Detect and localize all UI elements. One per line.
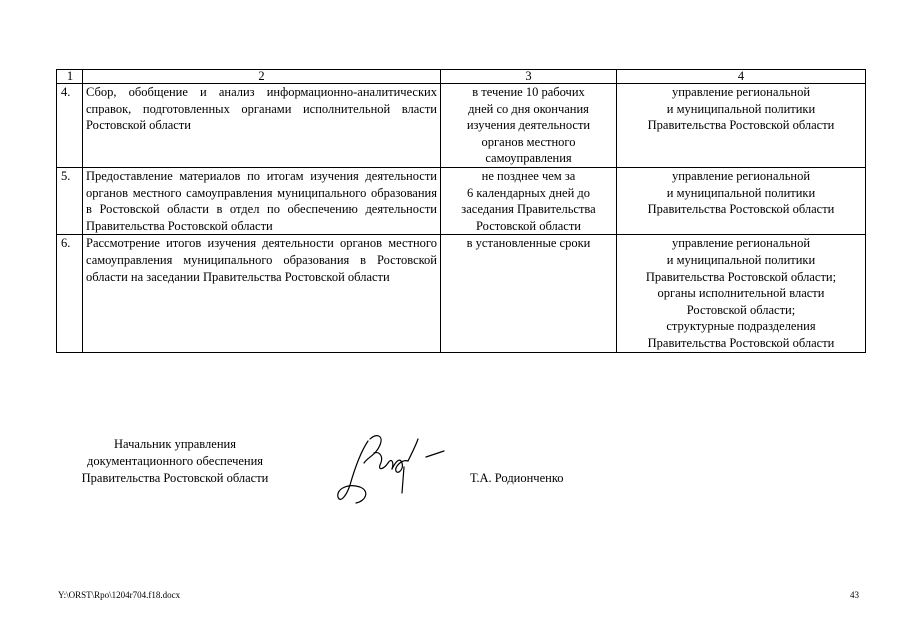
responsible-line: и муниципальной политики	[666, 252, 816, 267]
position-line: документационного обеспечения	[86, 454, 264, 468]
row-number: 6.	[57, 235, 83, 352]
table-header-row	[57, 70, 866, 84]
term-line: 6 календарных дней до	[466, 185, 591, 200]
responsible-line: управление региональной	[671, 236, 811, 251]
position-line: Начальник управления	[114, 437, 236, 451]
table-row	[57, 167, 866, 234]
term-line: самоуправления	[485, 151, 572, 166]
term-line: в установленные сроки	[466, 236, 591, 251]
responsible-line: Правительства Ростовской области	[647, 118, 835, 133]
row-description: Рассмотрение итогов изучения деятельности органов местного самоуправления муниципального образования в Ростовской области на заседании Правительства Ростовской области	[83, 235, 441, 352]
responsible-line: управление региональной	[671, 168, 811, 183]
row-term	[441, 167, 617, 234]
term-line: не позднее чем за	[481, 168, 576, 183]
responsible-line: и муниципальной политики	[666, 101, 816, 116]
responsible-line: структурные подразделения	[666, 319, 816, 334]
row-responsible	[617, 167, 866, 234]
term-line: заседания Правительства	[461, 202, 596, 217]
term-line: изучения деятельности	[466, 118, 591, 133]
header-col-4: 4	[617, 70, 866, 84]
table-row	[57, 84, 866, 168]
term-line: в течение 10 рабочих	[472, 85, 585, 99]
position-line: Правительства Ростовской области	[81, 471, 269, 485]
header-col-2: 2	[83, 70, 441, 84]
row-responsible	[617, 235, 866, 352]
row-description: Сбор, обобщение и анализ информационно-аналитических справок, подготовленных органами исполнительной власти Ростовской области	[83, 84, 441, 168]
footer-file-path: Y:\ORST\Rpo\1204r704.f18.docx	[58, 590, 181, 600]
row-term	[441, 84, 617, 168]
responsible-line: Правительства Ростовской области;	[645, 269, 837, 284]
responsible-line: Правительства Ростовской области	[647, 335, 835, 350]
row-description: Предоставление материалов по итогам изучения деятельности органов местного самоуправления муниципального образования в Ростовской области в отдел по обеспечению деятельности Правительства Ростовской области	[83, 167, 441, 234]
term-line: Ростовской области	[476, 218, 581, 233]
responsible-line: Ростовской области;	[686, 302, 796, 317]
responsible-line: Правительства Ростовской области	[647, 202, 835, 217]
row-term	[441, 235, 617, 352]
row-responsible	[617, 84, 866, 168]
document-table	[56, 69, 866, 353]
page-number: 43	[850, 590, 859, 600]
responsible-line: управление региональной	[671, 85, 811, 99]
term-line: дней со дня окончания	[468, 101, 589, 116]
responsible-line: органы исполнительной власти	[657, 286, 825, 301]
row-number: 4.	[57, 84, 83, 168]
table-row	[57, 235, 866, 352]
signatory-position	[55, 436, 295, 487]
header-col-3: 3	[441, 70, 617, 84]
term-line: органов местного	[481, 134, 576, 149]
row-number: 5.	[57, 167, 83, 234]
signatory-name: Т.А. Родионченко	[470, 471, 564, 485]
responsible-line: и муниципальной политики	[666, 185, 816, 200]
handwritten-signature	[330, 423, 450, 513]
header-col-1: 1	[57, 70, 83, 84]
